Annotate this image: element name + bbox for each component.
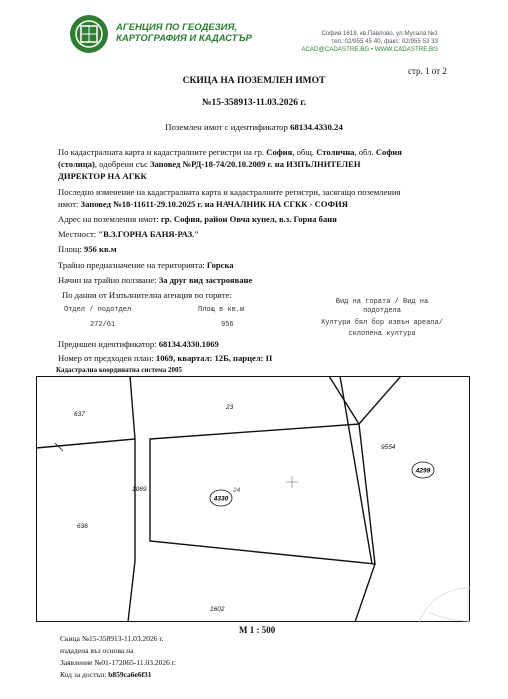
cadastral-sketch [36,376,470,622]
previous-plan-value: 1069, квартал: 12Б, парцел: II [155,353,273,363]
agency-name [116,22,252,44]
p1-text3: , обл. [354,147,374,157]
p1-order: Заповед №РД-18-74/20.10.2009 г. на ИЗПЪЛНИТЕЛЕН [149,159,361,169]
label-4330: 4330 [213,495,229,503]
p1-text4: , одобрени със [94,159,148,169]
address-line [58,213,337,225]
address-label: Адрес на поземления имот: [58,214,159,224]
cadastral-map-line2 [58,158,361,170]
previous-plan-line [58,352,272,364]
footer-sketch-label: Скица [60,634,81,643]
p1-text2: , общ. [292,147,315,157]
label-9554: 9554 [381,444,396,451]
purpose-value: Горска [206,260,234,270]
sketch-frame [37,377,470,622]
previous-identifier-value: 68134.4330.1069 [158,339,219,349]
last-change-line2 [58,198,348,210]
last-change-line1: Последно изменение на кадастралната карта и кадастралните регистри, засягащо поземления [58,187,401,197]
p1-authority: ДИРЕКТОР НА АГКК [58,171,147,181]
coordinate-system-caption: Кадастрална координатна система 2005 [56,366,182,374]
agency-name-line1: АГЕНЦИЯ ПО ГЕОДЕЗИЯ, [116,22,238,33]
forest-header-type: Вид на гората / Вид на подотдела [335,298,429,315]
agency-web: ACAD@CADASTRE.BG • WWW.CADASTRE.BG [301,46,438,53]
map-scale: М 1 : 500 [239,625,276,635]
agency-phones: тел.:02/955 45 40, факс: 02/955 53 33 [331,38,438,45]
forest-header-area: Площ в кв.м [198,306,245,314]
footer-access-code: b859ca6e6f31 [108,670,152,679]
forest-agency-line: По данни от Изпълнителна агенция по горите: [62,290,232,300]
locality-value: "В.З.ГОРНА БАНЯ-РАЗ." [98,229,200,239]
footer-application-number: №01-172065-11.03.2026 г. [94,658,176,667]
forest-header-section: Отдел / подотдел [64,306,132,314]
previous-identifier-label: Предишен идентификатор: [58,339,157,349]
address-value: гр. София, район Овча купел, в.з. Горна баня [160,214,337,224]
forest-cell-section: 272/61 [90,321,116,329]
label-24: 24 [233,487,241,494]
purpose-label: Трайно предназначение на територията: [58,260,205,270]
forest-cell-area: 956 [221,321,234,329]
forest-cell-type: Култури бял бор извън ареала/склопена култура [321,319,443,338]
agency-logo [68,13,110,55]
footer-line2: издадена въз основа на [60,646,134,655]
footer-access-code-label: Код за достъп: [60,670,107,679]
footer-application-label: Заявление [60,658,93,667]
purpose-line [58,259,234,271]
p1-region: София [375,147,402,157]
page-number: стр. 1 от 2 [408,66,447,76]
p1-text: По кадастралната карта и кадастралните регистри на гр. [58,147,265,157]
agency-contact [283,30,438,54]
p2-order: Заповед №18-11611-29.10.2025 г. на НАЧАЛНИК НА СГКК - СОФИЯ [80,199,348,209]
area-line [58,243,117,255]
footer-sketch-number: №15-358913-11.03.2026 г. [81,634,164,643]
area-label: Площ: [58,244,82,254]
label-1069: 1069 [132,486,147,493]
area-value: 956 кв.м [83,244,117,254]
agency-address: София 1618, кв.Павлово, ул.Мусала №1 [321,30,438,37]
p1-region2: (столица) [58,159,95,169]
usage-label: Начин на трайно ползване: [58,275,157,285]
locality-line [58,228,199,240]
identifier-line [0,122,508,132]
footer-line4 [60,669,176,681]
label-637: 637 [74,411,85,418]
identifier-value: 68134.4330.24 [290,122,343,132]
label-23: 23 [226,404,234,411]
footer-block [60,633,176,681]
p2-text: имот: [58,199,79,209]
cadastral-map-line3 [58,170,147,182]
document-number: №15-358913-11.03.2026 г. [201,98,307,108]
p1-city: София [266,147,293,157]
document-title: СКИЦА НА ПОЗЕМЛЕН ИМОТ [182,76,326,86]
cadastral-map-line1 [58,146,402,158]
label-1602: 1602 [210,606,225,613]
identifier-prefix: Поземлен имот с идентификатор [165,122,288,132]
footer-line1 [60,633,176,645]
previous-identifier-line [58,338,219,350]
agency-name-line2: КАРТОГРАФИЯ И КАДАСТЪР [116,33,252,44]
locality-label: Местност: [58,229,97,239]
usage-value: За друг вид застрояване [158,275,253,285]
footer-line3 [60,657,176,669]
p1-municipality: Столична [316,147,355,157]
previous-plan-label: Номер от предходен план: [58,353,154,363]
usage-line [58,274,252,286]
label-636: 636 [77,523,88,530]
label-4299: 4299 [415,467,431,475]
